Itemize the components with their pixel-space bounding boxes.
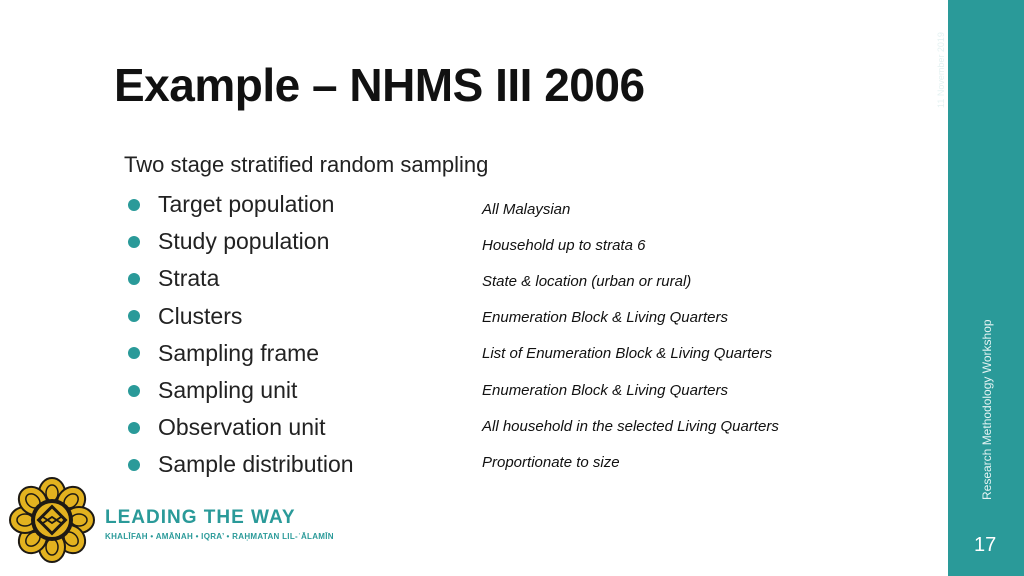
bullet-label: Sample distribution [158, 451, 354, 478]
bullet-item-sample-distribution [124, 446, 354, 483]
value-observation-unit: All household in the selected Living Quarters [482, 417, 779, 435]
logo-title: LEADING THE WAY [105, 507, 296, 528]
page-number: 17 [974, 534, 997, 556]
logo-text [105, 507, 334, 541]
bullet-label: Clusters [158, 302, 243, 329]
bullet-item-study-population [124, 223, 354, 260]
bullet-item-sampling-unit [124, 372, 354, 409]
bullet-label: Target population [158, 191, 335, 218]
value-sampling-unit: Enumeration Block & Living Quarters [482, 381, 728, 399]
value-list [482, 191, 779, 481]
side-date-label: 11 November 2019 [936, 32, 946, 108]
value-clusters: Enumeration Block & Living Quarters [482, 309, 728, 327]
bullet-item-sampling-frame [124, 335, 354, 372]
bullet-dot-icon [128, 459, 140, 471]
bullet-dot-icon [128, 236, 140, 248]
bullet-label: Sampling unit [158, 377, 298, 404]
bullet-list [124, 186, 354, 484]
bullet-label: Observation unit [158, 414, 326, 441]
value-sample-distribution: Proportionate to size [482, 453, 620, 471]
bullet-label: Study population [158, 228, 330, 255]
bullet-dot-icon [128, 273, 140, 285]
bullet-item-observation-unit [124, 409, 354, 446]
bullet-item-strata [124, 260, 354, 297]
slide-subtitle: Two stage stratified random sampling [124, 152, 489, 177]
side-workshop-label: Research Methodology Workshop [980, 319, 994, 500]
bullet-item-clusters [124, 298, 354, 335]
university-emblem-icon [8, 476, 96, 564]
value-strata: State & location (urban or rural) [482, 272, 692, 290]
bullet-label: Strata [158, 265, 220, 292]
bullet-label: Sampling frame [158, 339, 320, 366]
value-target-population: All Malaysian [482, 200, 571, 218]
value-sampling-frame: List of Enumeration Block & Living Quarters [482, 345, 773, 363]
bullet-item-target-population [124, 186, 354, 223]
bullet-dot-icon [128, 422, 140, 434]
bullet-dot-icon [128, 310, 140, 322]
bullet-dot-icon [128, 199, 140, 211]
bullet-dot-icon [128, 385, 140, 397]
logo-tagline: KHALĪFAH • AMĀNAH • IQRA’ • RAḤMATAN LIL-ʿĀLAMĪN [105, 532, 334, 541]
bullet-dot-icon [128, 347, 140, 359]
value-study-population: Household up to strata 6 [482, 236, 646, 254]
slide-title: Example – NHMS III 2006 [114, 59, 645, 111]
